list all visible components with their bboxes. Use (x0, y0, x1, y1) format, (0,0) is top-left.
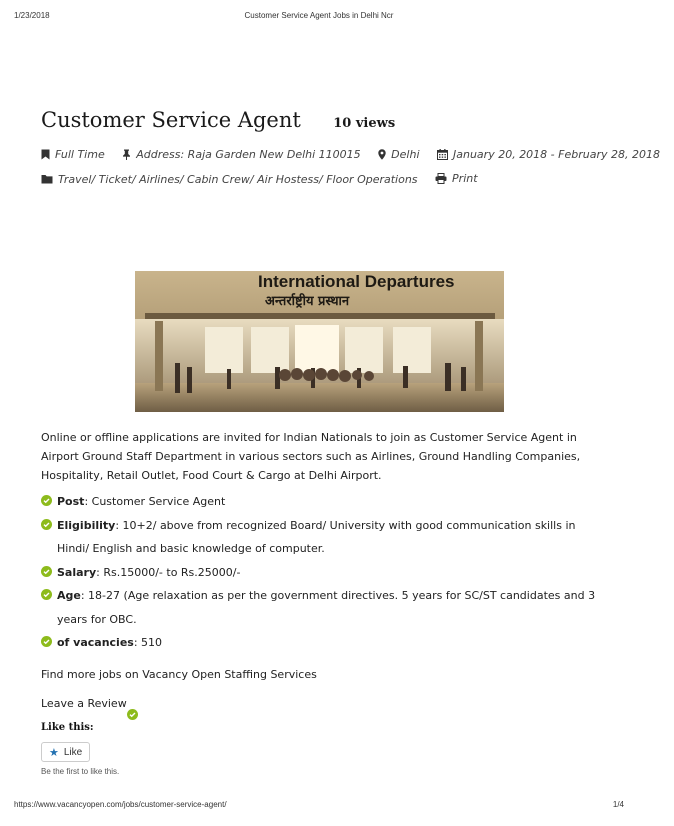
detail-label: of vacancies (57, 636, 134, 649)
print-page-title: Customer Service Agent Jobs in Delhi Ncr (244, 11, 394, 20)
job-title-row (41, 108, 395, 132)
more-jobs-link[interactable]: Find more jobs on Vacancy Open Staffing Services (41, 668, 317, 681)
list-item (41, 561, 597, 585)
list-item (41, 631, 597, 655)
check-circle-icon (127, 709, 138, 720)
job-type (41, 148, 105, 161)
detail-value: : 510 (133, 636, 163, 649)
check-circle-icon (41, 636, 52, 647)
job-category-label: Travel/ Ticket/ Airlines/ Cabin Crew/ Air Hostess/ Floor Operations (58, 172, 418, 186)
detail-label: Age (57, 589, 81, 602)
detail-value: : 10+2/ above from recognized Board/ University with good communication skills in Hindi/ English and basic knowledge of computer. (57, 518, 576, 555)
job-location-label: Delhi (391, 148, 420, 161)
bookmark-icon (41, 149, 50, 160)
job-intro: Online or offline applications are invited for Indian Nationals to join as Customer Service Agent in Airport Ground Staff Department in various sectors such as Airlines, Ground Handling Companies, Hospitality, Retail Outlet, Food Court & Cargo at Delhi Airport. (41, 431, 581, 482)
star-icon: ★ (49, 746, 59, 759)
job-category[interactable] (41, 173, 418, 186)
map-marker-icon (378, 149, 386, 160)
list-item (41, 490, 597, 514)
like-button-label: Like (63, 746, 83, 758)
pin-icon (122, 149, 131, 160)
detail-label: Eligibility (57, 518, 116, 532)
detail-label: Salary (57, 565, 97, 579)
print-label: Print (452, 172, 478, 185)
sign-line-2: अन्तर्राष्ट्रीय प्रस्थान (265, 294, 350, 309)
job-type-label: Full Time (55, 148, 105, 161)
detail-value: : 18-27 (Age relaxation as per the government directives. 5 years for SC/ST candidates and 3 years for OBC. (57, 589, 596, 626)
print-page-number: 1/4 (612, 800, 624, 809)
sign-line-1: International Departures (258, 272, 455, 291)
like-button[interactable] (41, 742, 90, 762)
job-dates (437, 148, 660, 161)
like-heading: Like this: (41, 722, 94, 733)
job-location (378, 148, 419, 161)
job-details-list (41, 490, 597, 655)
check-circle-icon (41, 495, 52, 506)
list-item (41, 514, 597, 561)
folder-icon (41, 174, 53, 184)
check-circle-icon (41, 519, 52, 530)
view-count: 10 views (333, 116, 396, 131)
airport-departures-photo (135, 271, 504, 412)
check-circle-icon (41, 589, 52, 600)
print-date: 1/23/2018 (14, 11, 50, 20)
job-address (122, 148, 360, 161)
print-url: https://www.vacancyopen.com/jobs/customer-service-agent/ (14, 800, 227, 809)
leave-review-link[interactable]: Leave a Review (41, 697, 127, 710)
job-title: Customer Service Agent (41, 108, 301, 132)
calendar-icon (437, 149, 448, 160)
job-address-label: Address: Raja Garden New Delhi 110015 (136, 148, 361, 161)
job-dates-label: January 20, 2018 - February 28, 2018 (453, 148, 660, 161)
detail-value: : Rs.15000/- to Rs.25000/- (96, 565, 241, 579)
list-item (41, 584, 597, 631)
airport-photo-graphic (135, 271, 504, 412)
detail-value: : Customer Service Agent (84, 495, 226, 508)
first-to-like-text: Be the first to like this. (41, 767, 120, 776)
job-meta-row-2 (41, 172, 492, 187)
printer-icon (435, 173, 447, 184)
check-circle-icon (41, 566, 52, 577)
detail-label: Post (57, 495, 85, 508)
print-link[interactable] (435, 172, 478, 185)
job-meta-row (41, 148, 674, 163)
